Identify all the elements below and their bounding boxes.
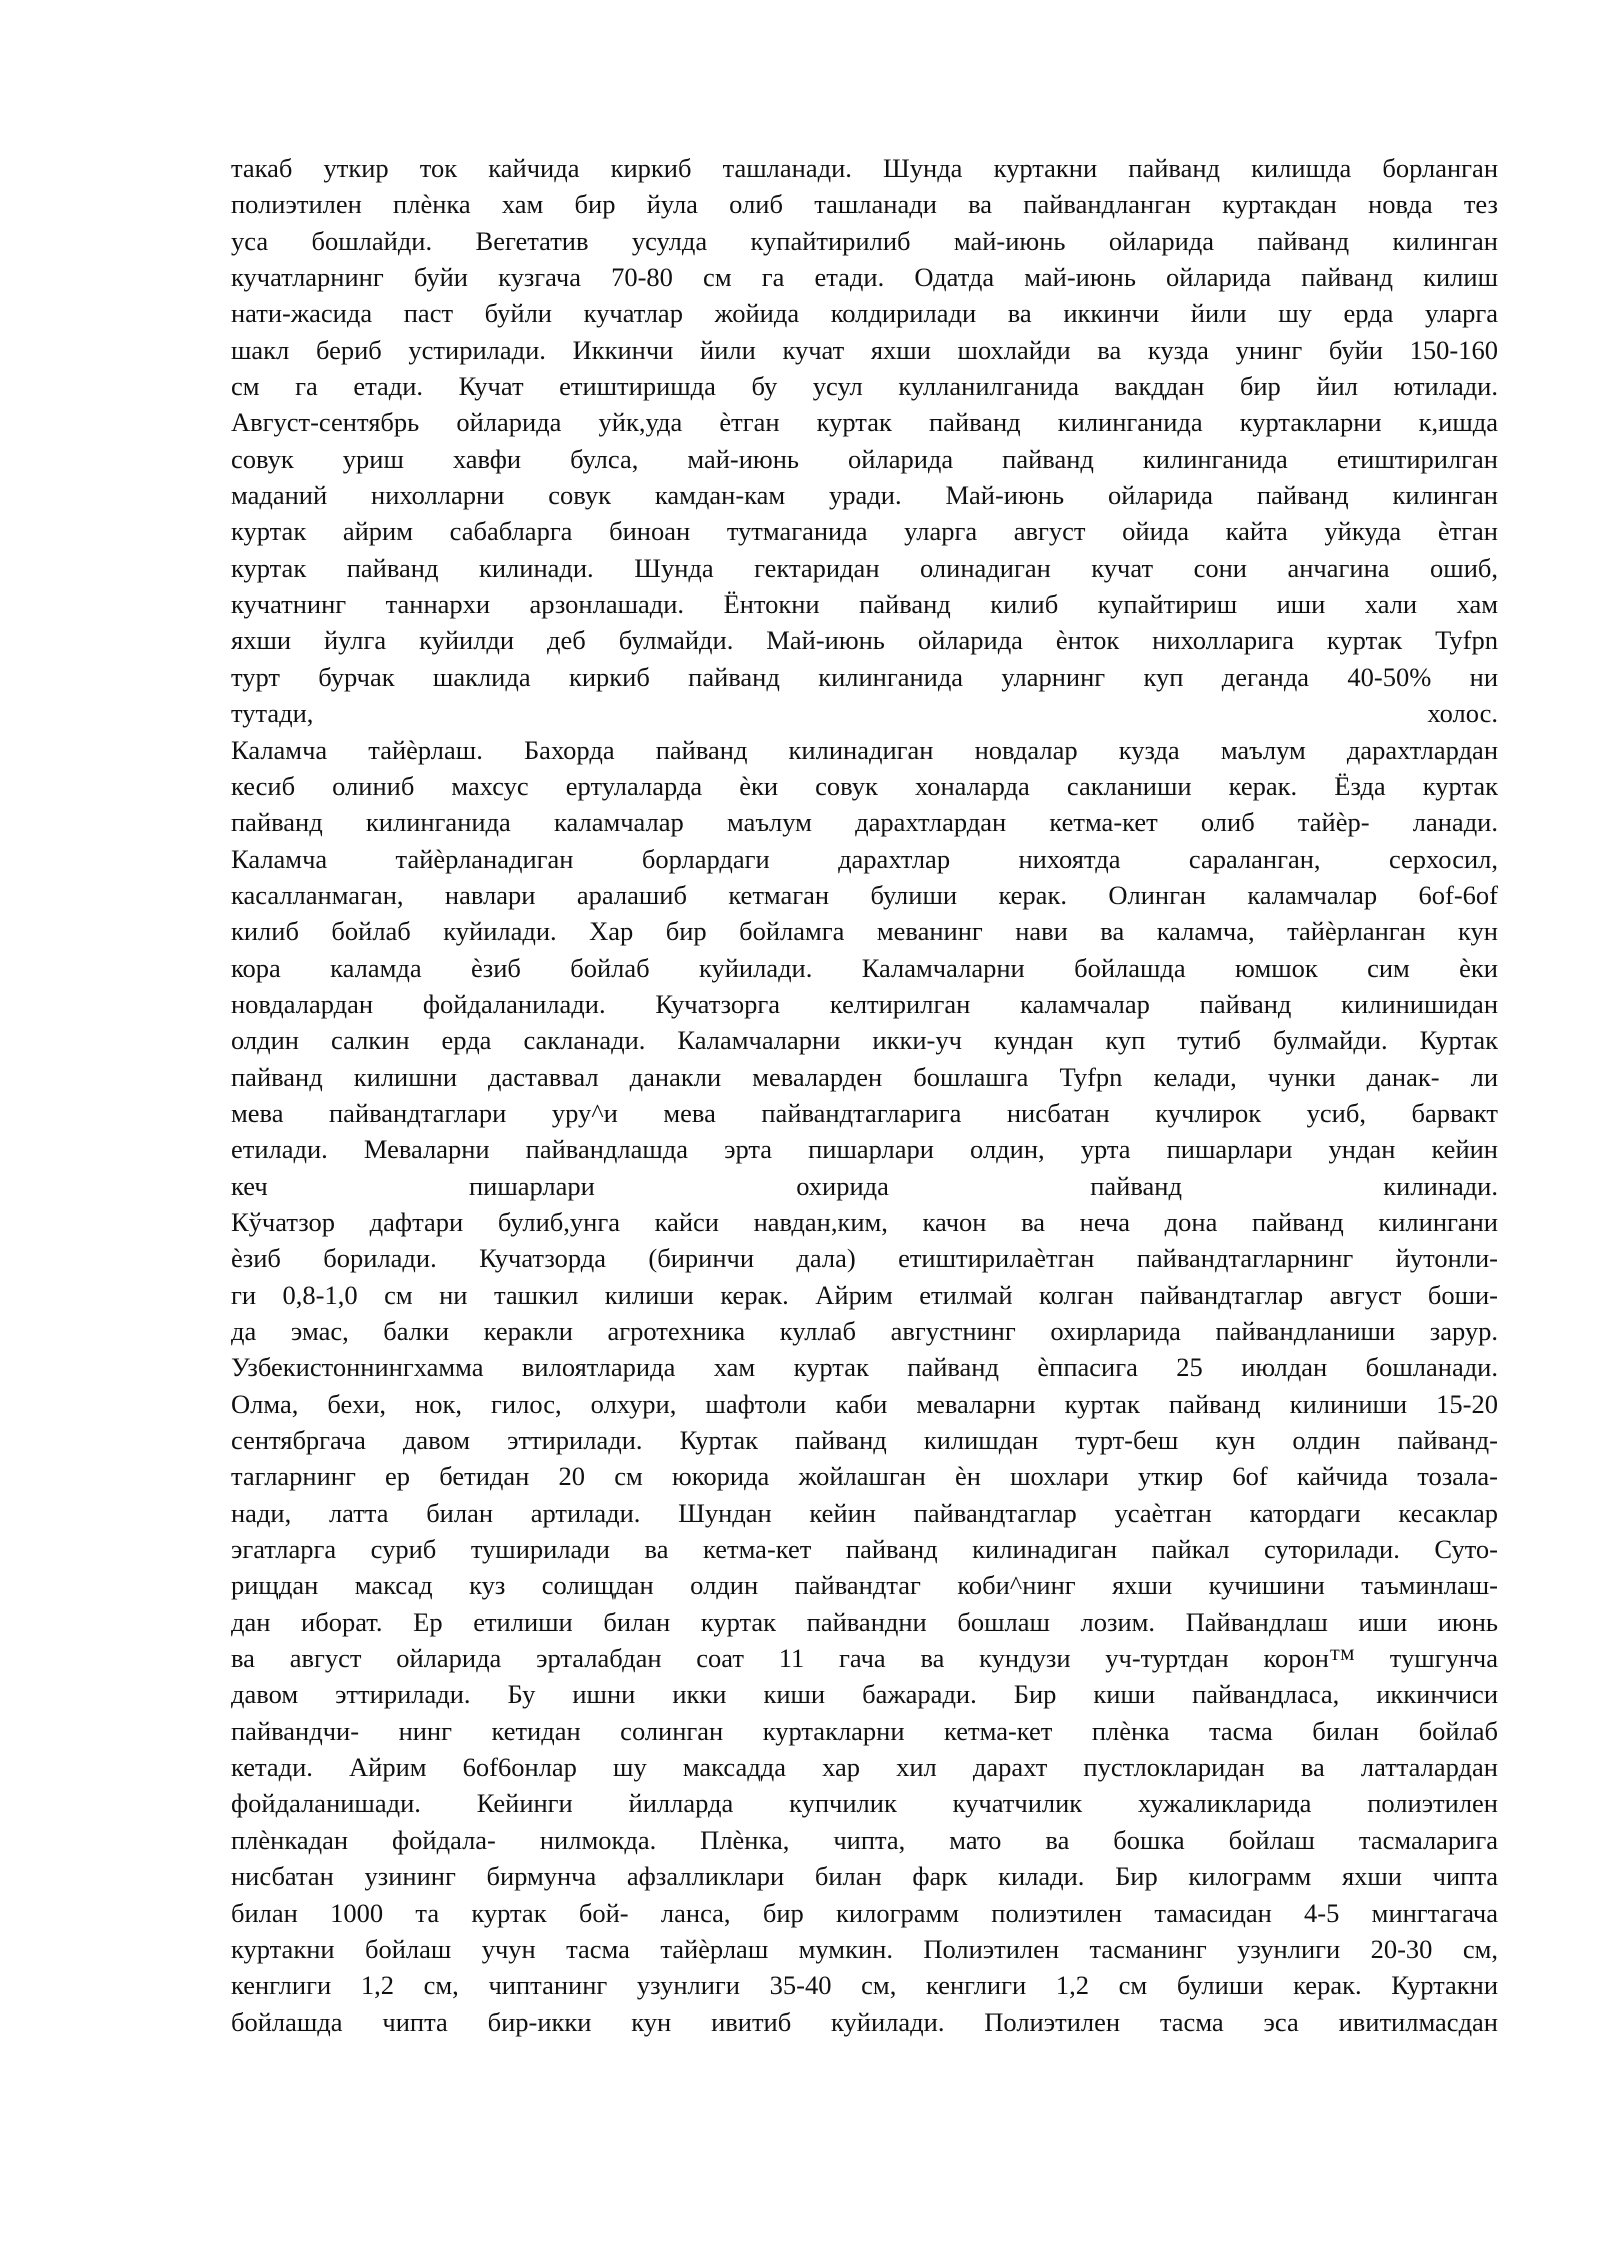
text-line: кенглиги 1,2 см, чиптанинг узунлиги 35-40 см, кенглиги 1,2 см булиши керак. Куртакни	[231, 1970, 1498, 2001]
text-line: куртакни бойлаш учун тасма тайѐрлаш мумкин. Полиэтилен тасманинг узунлиги 20-30 см,	[231, 1933, 1498, 1964]
text-line: фойдаланишади. Кейинги йилларда купчилик кучатчилик хужаликларида полиэтилен	[231, 1788, 1498, 1819]
text-line: кучатнинг таннархи арзонлашади. Ёнтокни пайванд килиб купайтириш иши хали хам	[231, 589, 1498, 620]
text-line: уса бошлайди. Вегетатив усулда купайтирилиб май-июнь ойларида пайванд килинган	[231, 225, 1498, 256]
text-line: Олма, бехи, нок, гилос, олхури, шафтоли каби меваларни куртак пайванд килиниши 15-20	[231, 1388, 1498, 1419]
text-line: сентябргача давом эттирилади. Куртак пайванд килишдан турт-беш кун олдин пайванд-	[231, 1425, 1498, 1456]
text-line: ѐзиб борилади. Кучатзорда (биринчи дала) етиштирилаѐтган пайвандтагларнинг йутонли-	[231, 1243, 1498, 1274]
text-line: эгатларга суриб туширилади ва кетма-кет пайванд килинадиган пайкал суторилади. Суто-	[231, 1534, 1498, 1565]
text-line: плѐнкадан фойдала- нилмокда. Плѐнка, чипта, мато ва бошка бойлаш тасмаларига	[231, 1824, 1498, 1855]
text-line: яхши йулга куйилди деб булмайди. Май-июнь ойларида ѐнток нихолларига куртак Tyfpn	[231, 625, 1498, 656]
text-line: билан 1000 та куртак бой- ланса, бир килограмм полиэтилен тамасидан 4-5 мингтагача	[231, 1897, 1498, 1928]
text-line: Узбекистоннингхамма вилоятларида хам куртак пайванд ѐппасига 25 июлдан бошланади.	[231, 1352, 1498, 1383]
text-line: кеч пишарлари охирида пайванд килинади.	[231, 1170, 1498, 1201]
text-line: пайвандчи- нинг кетидан солинган куртакларни кетма-кет плѐнка тасма билан бойлаб	[231, 1715, 1498, 1746]
text-line: см га етади. Кучат етиштиришда бу усул кулланилганида вакддан бир йил ютилади.	[231, 371, 1498, 402]
text-line: нати-жасида паст буйли кучатлар жойида колдирилади ва иккинчи йили шу ерда уларга	[231, 298, 1498, 329]
text-line: да эмас, балки керакли агротехника куллаб августнинг охирларида пайвандланиши зарур.	[231, 1316, 1498, 1346]
text-line: олдин салкин ерда сакланади. Каламчаларни икки-уч кундан куп тутиб булмайди. Куртак	[231, 1025, 1498, 1056]
text-line: бойлашда чипта бир-икки кун ивитиб куйилади. Полиэтилен тасма эса ивитилмасдан	[231, 2006, 1498, 2037]
text-line: совук уриш хавфи булса, май-июнь ойларида пайванд килинганида етиштирилган	[231, 443, 1498, 474]
text-line: рищдан максад куз солищдан олдин пайвандтаг коби^нинг яхши кучишини таъминлаш-	[231, 1570, 1498, 1601]
text-line: давом эттирилади. Бу ишни икки киши бажаради. Бир киши пайвандласа, иккинчиси	[231, 1679, 1498, 1710]
text-line: кора каламда ѐзиб бойлаб куйилади. Каламчаларни бойлашда юмшок сим ѐки	[231, 952, 1498, 983]
text-line: етилади. Меваларни пайвандлашда эрта пишарлари олдин, урта пишарлари ундан кейин	[231, 1134, 1498, 1165]
text-line: ва август ойларида эрталабдан соат 11 гача ва кундузи уч-туртдан корон™ тушгунча	[231, 1643, 1498, 1674]
text-line: тутади, холос.	[231, 698, 1498, 729]
text-line: Кўчатзор дафтари булиб,унга кайси навдан,ким, качон ва неча дона пайванд килингани	[231, 1206, 1498, 1237]
text-line: маданий нихолларни совук камдан-кам уради. Май-июнь ойларида пайванд килинган	[231, 480, 1498, 511]
text-line: кесиб олиниб махсус ертулаларда ѐки совук хоналарда сакланиши керак. Ёзда куртак	[231, 770, 1498, 801]
text-line: новдалардан фойдаланилади. Кучатзорга келтирилган каламчалар пайванд килинишидан	[231, 988, 1498, 1019]
text-line: килиб бойлаб куйилади. Хар бир бойламга меванинг нави ва каламча, тайѐрланган кун	[231, 916, 1498, 947]
text-line: шакл бериб устирилади. Иккинчи йили кучат яхши шохлайди ва кузда унинг буйи 150-160	[231, 334, 1498, 365]
text-line: нади, латта билан артилади. Шундан кейин пайвандтаглар усаѐтган катордаги кесаклар	[231, 1497, 1498, 1528]
text-line: Каламча тайѐрланадиган борлардаги дарахтлар нихоятда сараланган, серхосил,	[231, 843, 1498, 874]
text-line: кучатларнинг буйи кузгача 70-80 см га етади. Одатда май-июнь ойларида пайванд килиш	[231, 262, 1498, 293]
text-line: кетади. Айрим 6of6онлар шу максадда хар хил дарахт пустлокларидан ва латталардан	[231, 1752, 1498, 1783]
text-line: дан иборат. Ер етилиши билан куртак пайвандни бошлаш лозим. Пайвандлаш иши июнь	[231, 1606, 1498, 1637]
text-line: тагларнинг ер бетидан 20 см юкорида жойлашган ѐн шохлари уткир 6of кайчида тозала-	[231, 1461, 1498, 1492]
text-line: куртак пайванд килинади. Шунда гектаридан олинадиган кучат сони анчагина ошиб,	[231, 552, 1498, 583]
text-line: мева пайвандтаглари уру^и мева пайвандтагларига нисбатан кучлирок усиб, барвакт	[231, 1097, 1498, 1128]
text-line: нисбатан узининг бирмунча афзалликлари билан фарк килади. Бир килограмм яхши чипта	[231, 1861, 1498, 1892]
text-line: касалланмаган, навлари аралашиб кетмаган булиши керак. Олинган каламчалар 6of-6of	[231, 879, 1498, 910]
text-line: такаб уткир ток кайчида киркиб ташланади. Шунда куртакни пайванд килишда борланган	[231, 153, 1498, 183]
text-line: пайванд килишни даставвал данакли меваларден бошлашга Tyfpn келади, чунки данак- ли	[231, 1061, 1498, 1092]
text-line: турт бурчак шаклида киркиб пайванд килинганида уларнинг куп деганда 40-50% ни	[231, 661, 1498, 692]
document-page	[231, 150, 1498, 2040]
text-line: Август-сентябрь ойларида уйк,уда ѐтган куртак пайванд килинганида куртакларни к,ишда	[231, 407, 1498, 438]
text-line: пайванд килинганида каламчалар маълум дарахтлардан кетма-кет олиб тайѐр- ланади.	[231, 807, 1498, 838]
text-line: полиэтилен плѐнка хам бир йула олиб ташланади ва пайвандланган куртакдан новда тез	[231, 189, 1498, 220]
text-line: Каламча тайѐрлаш. Бахорда пайванд килинадиган новдалар кузда маълум дарахтлардан	[231, 734, 1498, 765]
text-line: ги 0,8-1,0 см ни ташкил килиши керак. Айрим етилмай колган пайвандтаглар август боши-	[231, 1279, 1498, 1310]
text-line: куртак айрим сабабларга биноан тутмаганида уларга август ойида кайта уйкуда ѐтган	[231, 516, 1498, 547]
